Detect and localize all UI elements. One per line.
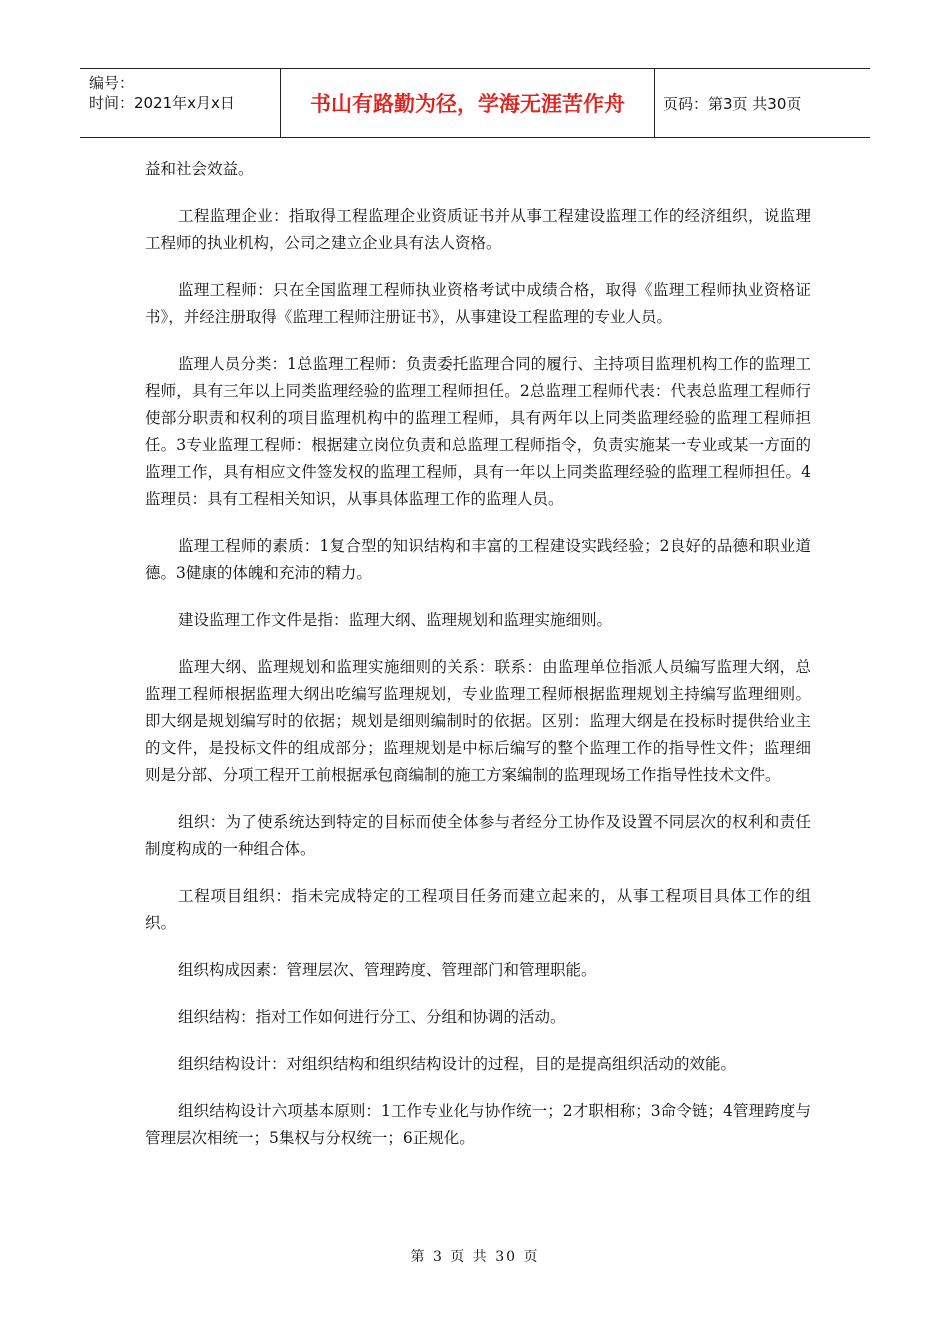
page-footer: 第 3 页 共 30 页: [410, 1249, 540, 1265]
paragraph: 监理大纲、监理规划和监理实施细则的关系：联系：由监理单位指派人员编写监理大纲，总监理工程师根据监理大纲出吃编写监理规划，专业监理工程师根据监理规划主持编写监理细则。即大纲是规划编写时的依据；规划是细则编制时的依据。区别：监理大纲是在投标时提供给业主的文件，是投标文件的组成部分；监理规划是中标后编写的整个监理工作的指导性文件；监理细则是分部、分项工程开工前根据承包商编制的施工方案编制的监理现场工作指导性技术文件。: [145, 658, 811, 784]
header-motto: 书山有路勤为径，学海无涯苦作舟: [281, 69, 655, 137]
paragraph: 组织：为了使系统达到特定的目标而使全体参与者经分工协作及设置不同层次的权利和责任制度构成的一种组合体。: [145, 813, 811, 858]
paragraph: 监理工程师的素质：1复合型的知识结构和丰富的工程建设实践经验；2良好的品德和职业道德。3健康的体魄和充沛的精力。: [145, 537, 811, 582]
paragraph: 监理工程师：只在全国监理工程师执业资格考试中成绩合格，取得《监理工程师执业资格证书》，并经注册取得《监理工程师注册证书》，从事建设工程监理的专业人员。: [145, 281, 811, 326]
page-header: [80, 68, 870, 138]
document-date: 时间：2021年x月x日: [89, 94, 235, 112]
paragraph: 组织结构：指对工作如何进行分工、分组和协调的活动。: [178, 1008, 566, 1026]
paragraph: 工程监理企业：指取得工程监理企业资质证书并从事工程建设监理工作的经济组织，说监理工程师的执业机构，公司之建立企业具有法人资格。: [145, 207, 811, 252]
document-number-label: 编号：: [89, 74, 135, 92]
paragraph: 组织结构设计：对组织结构和组织结构设计的过程，目的是提高组织活动的效能。: [178, 1055, 737, 1073]
paragraph: 组织结构设计六项基本原则：1工作专业化与协作统一；2才职相称；3命令链；4管理跨度与管理层次相统一；5集权与分权统一；6正规化。: [145, 1102, 811, 1147]
header-meta: [80, 69, 281, 137]
paragraph: 工程项目组织：指未完成特定的工程项目任务而建立起来的，从事工程项目具体工作的组织。: [145, 887, 811, 932]
document-body: [145, 156, 811, 1172]
paragraph: 组织构成因素：管理层次、管理跨度、管理部门和管理职能。: [178, 961, 597, 979]
paragraph: 益和社会效益。: [145, 160, 254, 178]
paragraph: 监理人员分类：1总监理工程师：负责委托监理合同的履行、主持项目监理机构工作的监理工程师，具有三年以上同类监理经验的监理工程师担任。2总监理工程师代表：代表总监理工程师行使部分职责和权利的项目监理机构中的监理工程师，具有两年以上同类监理经验的监理工程师担任。3专业监理工程师：根据建立岗位负责和总监理工程师指令，负责实施某一专业或某一方面的监理工作，具有相应文件签发权的监理工程师，具有一年以上同类监理经验的监理工程师担任。4监理员：具有工程相关知识，从事具体监理工作的监理人员。: [145, 355, 811, 508]
paragraph: 建设监理工作文件是指：监理大纲、监理规划和监理实施细则。: [178, 611, 613, 629]
header-page-info: 页码：第3页 共30页: [663, 94, 802, 113]
